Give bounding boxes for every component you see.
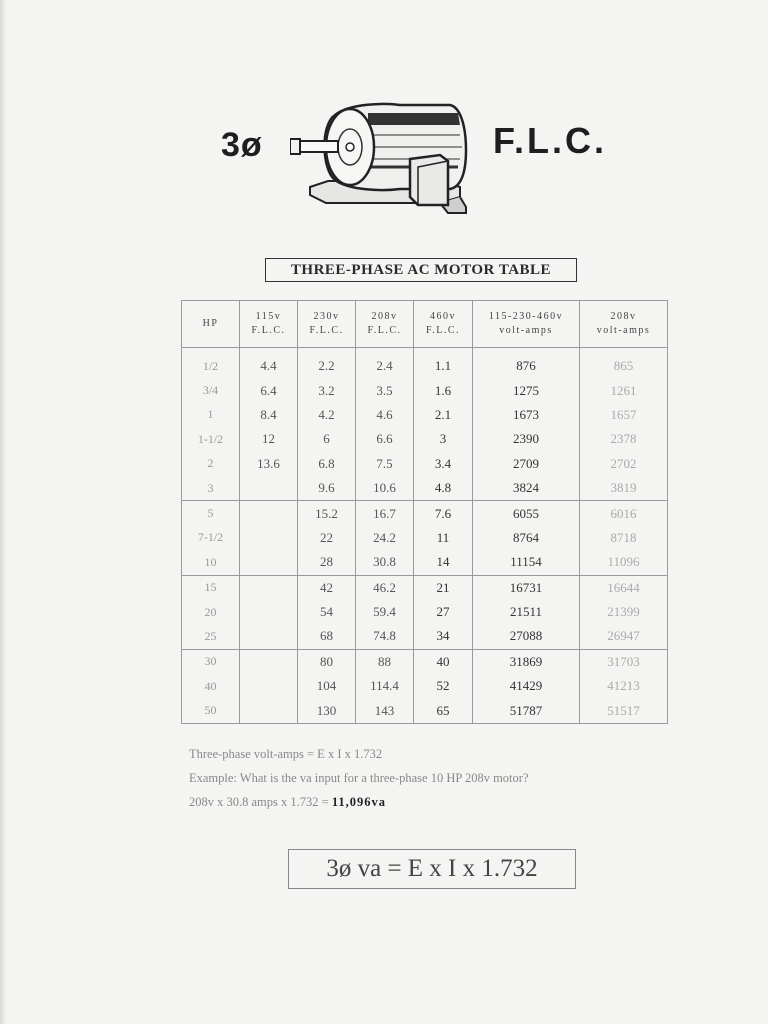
- flc-label: F.L.C.: [493, 120, 607, 161]
- table-cell: 11: [414, 526, 473, 550]
- table-cell: [240, 550, 298, 575]
- table-cell: 1673: [473, 403, 580, 427]
- table-cell: 2.4: [356, 348, 414, 379]
- table-cell: 16.7: [356, 501, 414, 526]
- table-cell: [240, 649, 298, 674]
- table-cell: 8764: [473, 526, 580, 550]
- hp-cell: 40: [182, 674, 240, 698]
- table-cell: 28: [298, 550, 356, 575]
- table-cell: 15.2: [298, 501, 356, 526]
- table-row: [182, 427, 668, 451]
- table-cell: 4.6: [356, 403, 414, 427]
- table-row: [182, 476, 668, 501]
- example-result: 11,096va: [331, 795, 386, 809]
- table-row: [182, 452, 668, 476]
- table-cell: 3.5: [356, 378, 414, 402]
- table-row: [182, 674, 668, 698]
- table-cell: 9.6: [298, 476, 356, 501]
- column-header: [298, 301, 356, 348]
- table-cell: 1.1: [414, 348, 473, 379]
- table-cell: 3.2: [298, 378, 356, 402]
- table-cell: 24.2: [356, 526, 414, 550]
- table-row: [182, 698, 668, 723]
- table-cell: 51517: [580, 698, 668, 723]
- example-answer: [189, 790, 689, 814]
- table-cell: 54: [298, 600, 356, 624]
- table-cell: 27088: [473, 624, 580, 649]
- table-cell: 7.5: [356, 452, 414, 476]
- table-cell: 3: [414, 427, 473, 451]
- table-cell: 59.4: [356, 600, 414, 624]
- table-cell: [240, 476, 298, 501]
- column-header: [356, 301, 414, 348]
- table-cell: 88: [356, 649, 414, 674]
- formula-note: Three-phase volt-amps = E x I x 1.732: [189, 747, 383, 761]
- column-header-line: HP: [202, 318, 219, 329]
- column-header-line: 208v: [371, 311, 398, 322]
- table-cell: 68: [298, 624, 356, 649]
- table-cell: 4.4: [240, 348, 298, 379]
- table-cell: 2390: [473, 427, 580, 451]
- table-row: [182, 575, 668, 600]
- table-row: [182, 501, 668, 526]
- table-cell: [240, 624, 298, 649]
- table-cell: 4.8: [414, 476, 473, 501]
- table-row: [182, 403, 668, 427]
- column-header: [580, 301, 668, 348]
- table-cell: 42: [298, 575, 356, 600]
- table-cell: 8718: [580, 526, 668, 550]
- table-cell: 31703: [580, 649, 668, 674]
- table-cell: 51787: [473, 698, 580, 723]
- table-cell: 876: [473, 348, 580, 379]
- table-cell: 46.2: [356, 575, 414, 600]
- column-header-line: 115-230-460v: [488, 311, 564, 322]
- header-row: [182, 301, 668, 348]
- column-header-line: 460v: [430, 311, 456, 322]
- table-cell: 8.4: [240, 403, 298, 427]
- table-cell: 27: [414, 600, 473, 624]
- table-row: [182, 348, 668, 379]
- table-cell: 6055: [473, 501, 580, 526]
- table-cell: 21399: [580, 600, 668, 624]
- table-cell: 6.6: [356, 427, 414, 451]
- column-header-line: F.L.C.: [251, 325, 286, 336]
- table-cell: 14: [414, 550, 473, 575]
- table-cell: 80: [298, 649, 356, 674]
- hp-cell: 15: [182, 575, 240, 600]
- column-header: [473, 301, 580, 348]
- table-title: THREE-PHASE AC MOTOR TABLE: [265, 258, 577, 282]
- table-cell: 21511: [473, 600, 580, 624]
- table-cell: 30.8: [356, 550, 414, 575]
- column-header-line: 115v: [255, 311, 282, 322]
- table-row: [182, 649, 668, 674]
- table-cell: 12: [240, 427, 298, 451]
- table-cell: 2.1: [414, 403, 473, 427]
- table-cell: 10.6: [356, 476, 414, 501]
- table-cell: 3824: [473, 476, 580, 501]
- table-cell: 130: [298, 698, 356, 723]
- table-cell: 3819: [580, 476, 668, 501]
- table-cell: 11154: [473, 550, 580, 575]
- table-cell: 6: [298, 427, 356, 451]
- table-cell: 1.6: [414, 378, 473, 402]
- column-header-line: volt-amps: [499, 325, 553, 336]
- table-cell: 74.8: [356, 624, 414, 649]
- table-cell: 11096: [580, 550, 668, 575]
- table-cell: 6.4: [240, 378, 298, 402]
- table-cell: 143: [356, 698, 414, 723]
- table-row: [182, 550, 668, 575]
- table-cell: 34: [414, 624, 473, 649]
- table-cell: 16644: [580, 575, 668, 600]
- table-cell: 2702: [580, 452, 668, 476]
- table-cell: 3.4: [414, 452, 473, 476]
- table-cell: [240, 698, 298, 723]
- example-question: Example: What is the va input for a three-phase 10 HP 208v motor?: [189, 771, 529, 785]
- table-cell: 1261: [580, 378, 668, 402]
- table-cell: 16731: [473, 575, 580, 600]
- column-header: [414, 301, 473, 348]
- hp-cell: 7-1/2: [182, 526, 240, 550]
- column-header-line: F.L.C.: [425, 325, 461, 336]
- hp-cell: 3: [182, 476, 240, 501]
- hp-cell: 5: [182, 501, 240, 526]
- hp-cell: 2: [182, 452, 240, 476]
- table-row: [182, 600, 668, 624]
- table-cell: 114.4: [356, 674, 414, 698]
- table-cell: 4.2: [298, 403, 356, 427]
- table-cell: 13.6: [240, 452, 298, 476]
- hp-cell: 1-1/2: [182, 427, 240, 451]
- table-cell: 21: [414, 575, 473, 600]
- table-cell: 31869: [473, 649, 580, 674]
- table-cell: 2.2: [298, 348, 356, 379]
- column-header: [240, 301, 298, 348]
- table-row: [182, 624, 668, 649]
- table-cell: [240, 526, 298, 550]
- table-cell: [240, 600, 298, 624]
- table-cell: 65: [414, 698, 473, 723]
- table-cell: 104: [298, 674, 356, 698]
- page-header: [215, 90, 635, 220]
- table-cell: [240, 575, 298, 600]
- table-cell: 865: [580, 348, 668, 379]
- hp-cell: 25: [182, 624, 240, 649]
- column-header: [182, 301, 240, 348]
- column-header-line: volt-amps: [596, 325, 651, 336]
- page-edge: [0, 0, 6, 1024]
- table-header: [182, 301, 668, 348]
- table-cell: 6.8: [298, 452, 356, 476]
- column-header-line: F.L.C.: [309, 325, 344, 336]
- table-cell: [240, 674, 298, 698]
- hp-cell: 20: [182, 600, 240, 624]
- table-body: [182, 348, 668, 724]
- column-header-line: 208v: [610, 311, 637, 322]
- table-cell: [240, 501, 298, 526]
- hp-cell: 30: [182, 649, 240, 674]
- three-phase-label: 3ø: [221, 126, 263, 164]
- table-cell: 1275: [473, 378, 580, 402]
- table-cell: 2378: [580, 427, 668, 451]
- example-calculation: 208v x 30.8 amps x 1.732 =: [189, 795, 332, 809]
- table-cell: 41213: [580, 674, 668, 698]
- table-row: [182, 526, 668, 550]
- table-cell: 2709: [473, 452, 580, 476]
- table-cell: 6016: [580, 501, 668, 526]
- column-header-line: F.L.C.: [367, 325, 402, 336]
- hp-cell: 1/2: [182, 348, 240, 379]
- table-cell: 7.6: [414, 501, 473, 526]
- hp-cell: 3/4: [182, 378, 240, 402]
- table-cell: 1657: [580, 403, 668, 427]
- column-header-line: 230v: [313, 311, 340, 322]
- table-cell: 41429: [473, 674, 580, 698]
- notes: [189, 742, 689, 814]
- table-cell: 26947: [580, 624, 668, 649]
- table-cell: 52: [414, 674, 473, 698]
- motor-table: [181, 300, 668, 724]
- table-cell: 22: [298, 526, 356, 550]
- hp-cell: 10: [182, 550, 240, 575]
- motor-illustration: [290, 95, 475, 220]
- table-row: [182, 378, 668, 402]
- hp-cell: 1: [182, 403, 240, 427]
- hp-cell: 50: [182, 698, 240, 723]
- formula-box: 3ø va = E x I x 1.732: [288, 849, 576, 889]
- table-cell: 40: [414, 649, 473, 674]
